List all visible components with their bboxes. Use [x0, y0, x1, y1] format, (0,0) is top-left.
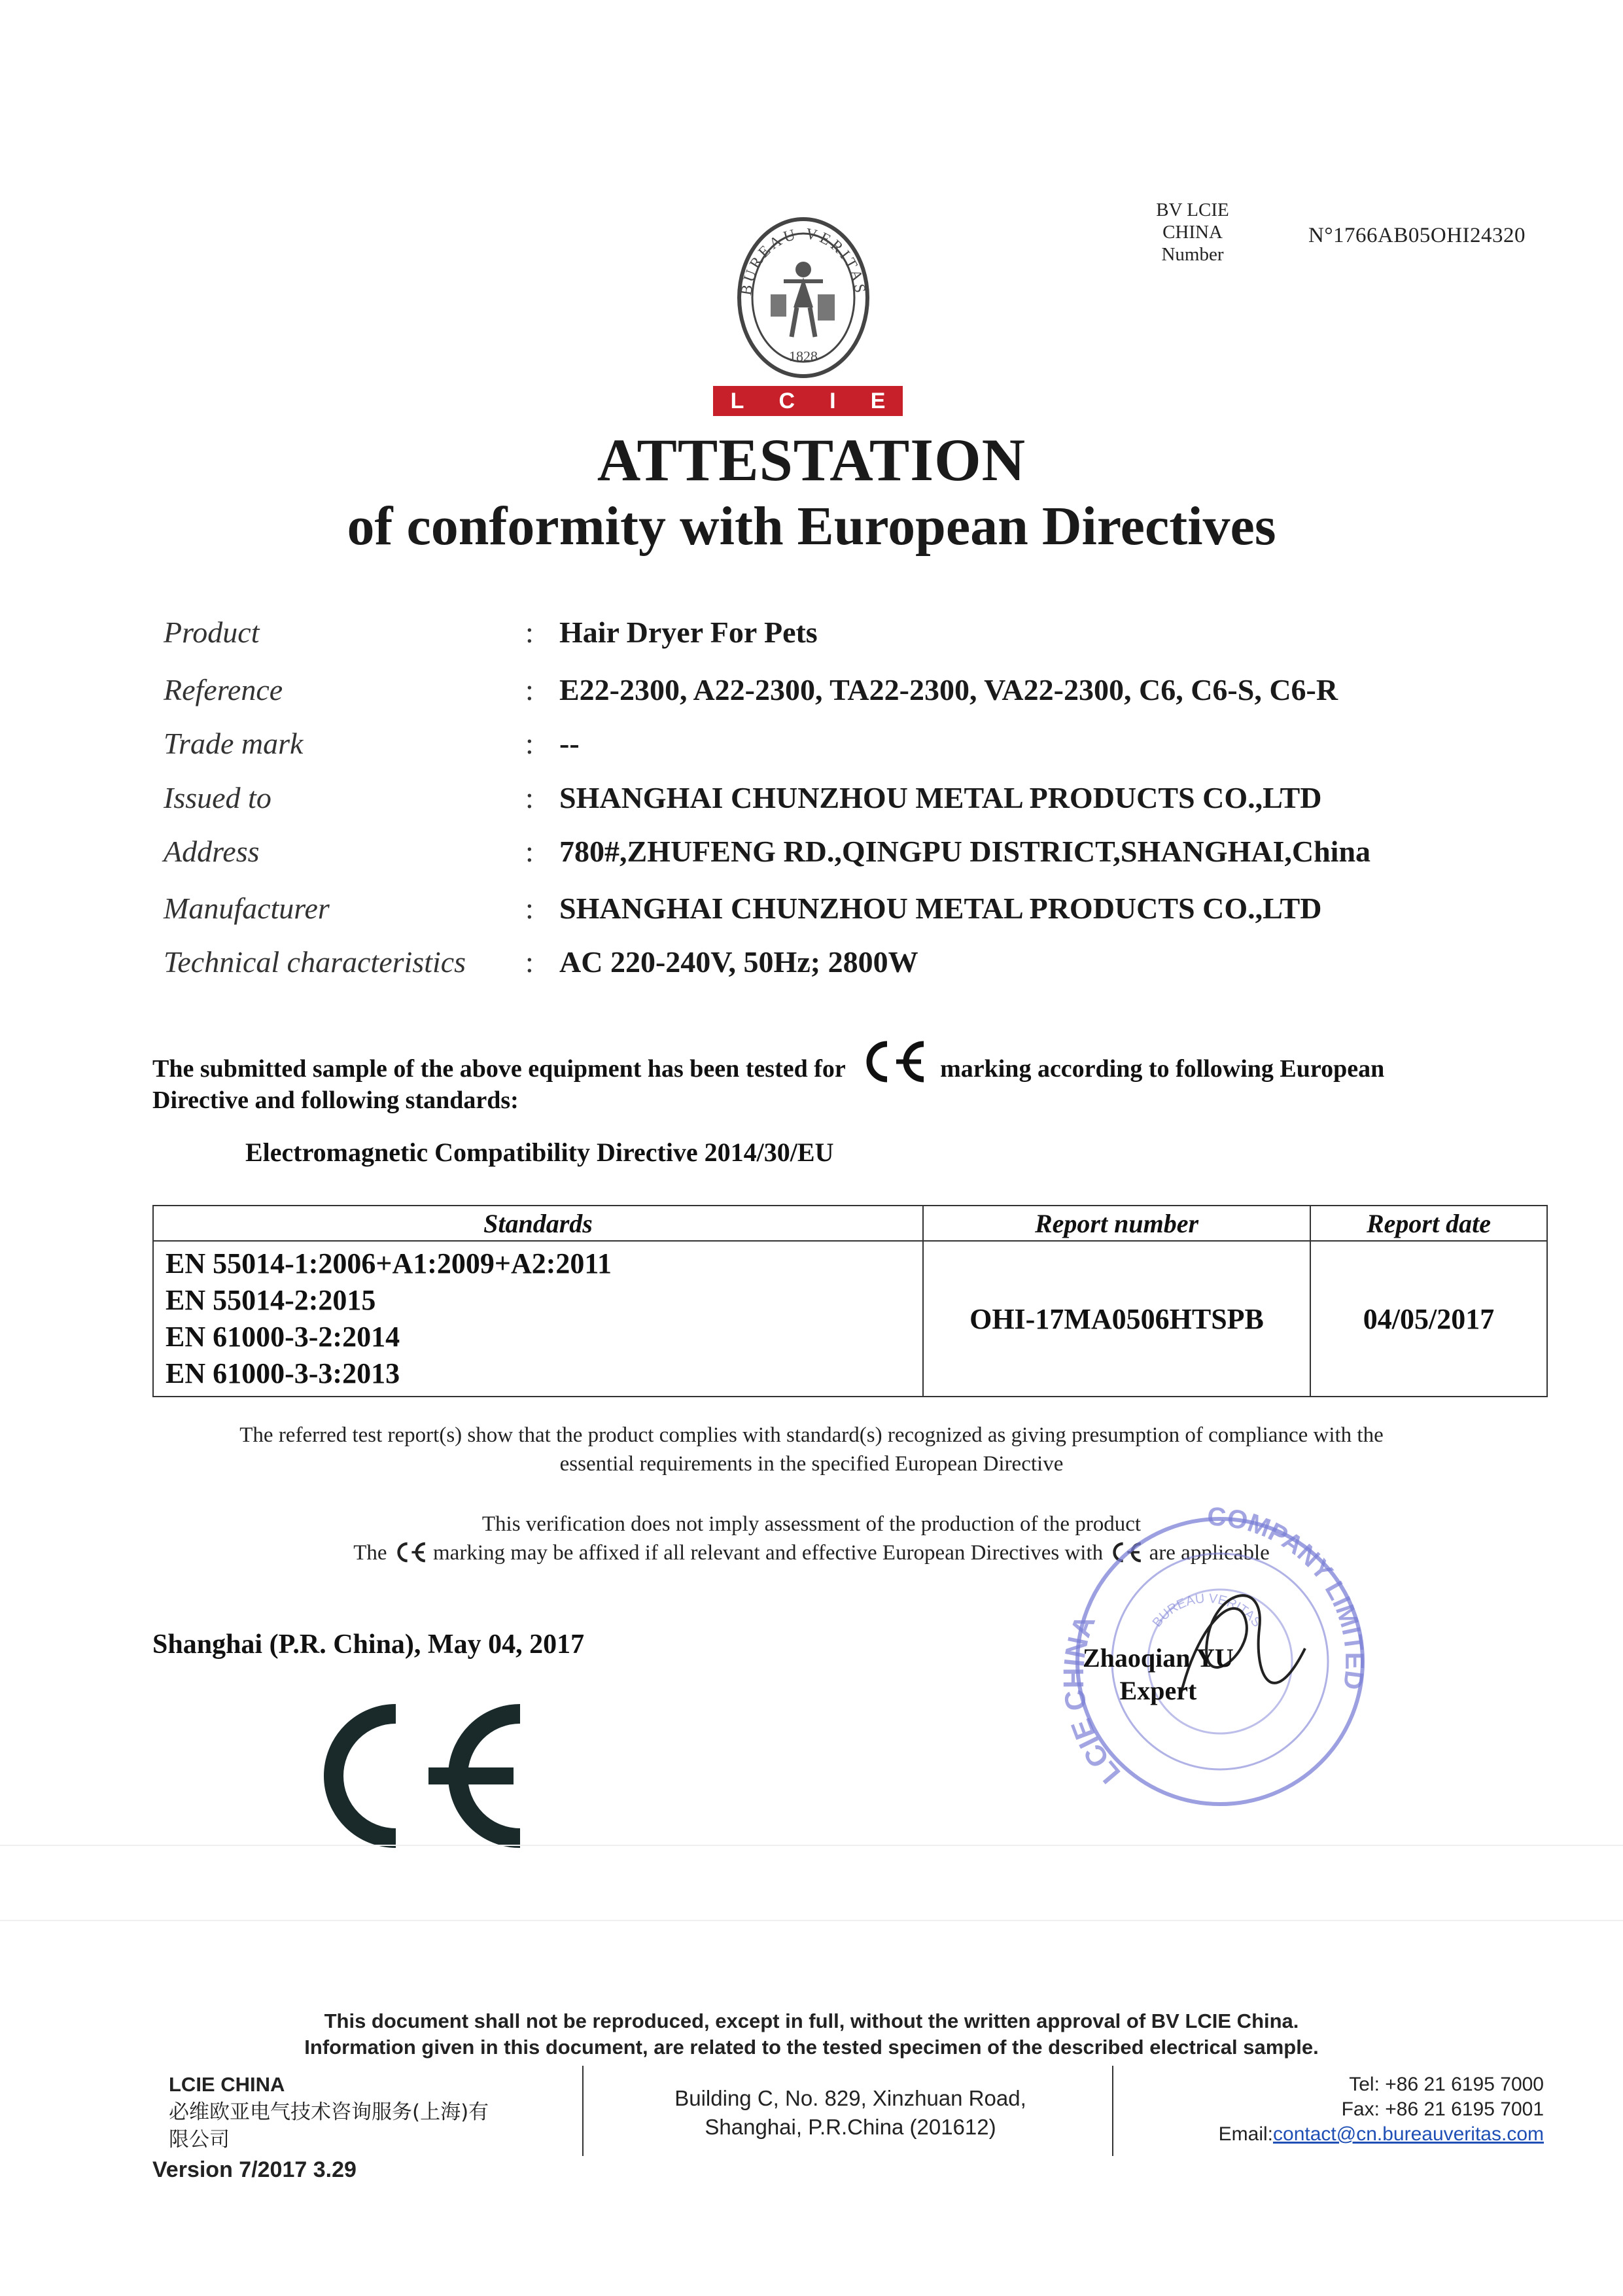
document-title: ATTESTATION — [597, 426, 1026, 493]
svg-text:BUREAU VERITAS: BUREAU VERITAS — [1149, 1591, 1265, 1630]
intro-text: marking according to following European — [940, 1055, 1385, 1083]
column-header-standards: Standards — [153, 1206, 923, 1241]
verification-note — [0, 1510, 1623, 1567]
field-value: AC 220-240V, 50Hz; 2800W — [559, 945, 918, 979]
standard-item: EN 55014-1:2006+A1:2009+A2:2011 — [166, 1247, 612, 1279]
field-trade-mark — [0, 726, 1623, 772]
note-text: are applicable — [1149, 1541, 1270, 1565]
company-name-en: LCIE CHINA — [169, 2073, 285, 2096]
field-colon: : — [525, 781, 534, 814]
field-technical-characteristics — [0, 945, 1623, 990]
field-value: Hair Dryer For Pets — [559, 616, 818, 649]
field-label: Address — [164, 835, 260, 868]
directive-title: Electromagnetic Compatibility Directive 2014/30/EU — [245, 1138, 834, 1167]
footer-address — [589, 2084, 1112, 2142]
field-product — [0, 615, 1623, 661]
note-line: essential requirements in the specified European Directive — [559, 1452, 1064, 1476]
field-colon: : — [525, 673, 534, 706]
footer-divider — [582, 2066, 584, 2156]
field-label: Issued to — [164, 781, 271, 814]
field-label: Reference — [164, 673, 283, 706]
footer-company — [169, 2071, 561, 2153]
svg-text:LCIE CHINA: LCIE CHINA — [1057, 1610, 1127, 1790]
signatory-title: Expert — [1119, 1676, 1197, 1705]
field-colon: : — [525, 892, 534, 925]
footer-notice — [0, 2008, 1623, 2061]
field-value: SHANGHAI CHUNZHOU METAL PRODUCTS CO.,LTD — [559, 892, 1322, 925]
ce-mark-icon — [857, 1039, 929, 1085]
standard-item: EN 61000-3-2:2014 — [166, 1321, 400, 1353]
field-colon: : — [525, 945, 534, 979]
field-label: Trade mark — [164, 727, 304, 760]
lcie-logo-bar — [713, 386, 903, 416]
intro-text: Directive and following standards: — [152, 1087, 519, 1114]
lcie-letter: C — [778, 388, 795, 413]
company-name-cn: 限公司 — [169, 2128, 230, 2151]
ce-mark-icon — [393, 1541, 428, 1563]
note-text: The — [353, 1541, 387, 1565]
fax-number: Fax: +86 21 6195 7001 — [1341, 2098, 1544, 2120]
svg-text:BUREAU VERITAS: BUREAU VERITAS — [738, 225, 869, 297]
bv-label-line: Number — [1161, 244, 1224, 265]
phone-number: Tel: +86 21 6195 7000 — [1349, 2074, 1544, 2095]
bv-label-line: BV LCIE — [1156, 200, 1229, 220]
company-name-cn: 必维欧亚电气技术咨询服务(上海)有 — [169, 2100, 489, 2124]
footer-notice-line: This document shall not be reproduced, except in full, without the written approval of BV LCIE China. — [324, 2009, 1299, 2032]
lcie-letter: I — [829, 388, 836, 413]
email-label: Email: — [1218, 2123, 1274, 2145]
email-line — [1132, 2122, 1544, 2147]
note-line: This verification does not imply assessment of the production of the product — [481, 1512, 1142, 1536]
place-and-date: Shanghai (P.R. China), May 04, 2017 — [152, 1629, 585, 1660]
field-issued-to — [0, 780, 1623, 826]
note-line: The referred test report(s) show that the product complies with standard(s) recognized as giving presumption of compliance with the — [239, 1423, 1384, 1447]
email-link[interactable]: contact@cn.bureauveritas.com — [1273, 2123, 1544, 2145]
field-value: SHANGHAI CHUNZHOU METAL PRODUCTS CO.,LTD — [559, 781, 1322, 814]
signatory-block — [1083, 1642, 1234, 1707]
bv-label-line: CHINA — [1162, 222, 1223, 243]
field-reference — [0, 672, 1623, 718]
field-label: Product — [164, 616, 260, 649]
field-colon: : — [525, 727, 534, 760]
svg-text:COMPANY LIMITED: COMPANY LIMITED — [1206, 1502, 1369, 1692]
intro-paragraph — [152, 1039, 1474, 1116]
field-label: Manufacturer — [164, 892, 330, 925]
bureau-veritas-seal-logo — [731, 209, 875, 381]
field-colon: : — [525, 616, 534, 649]
column-header-report-number: Report number — [923, 1206, 1310, 1241]
field-manufacturer — [0, 891, 1623, 937]
field-value: 780#,ZHUFENG RD.,QINGPU DISTRICT,SHANGHAI,China — [559, 835, 1371, 868]
scan-line-divider — [0, 1920, 1623, 1921]
intro-text: The submitted sample of the above equipment has been tested for — [152, 1055, 846, 1083]
svg-text:1828: 1828 — [789, 348, 818, 364]
ce-mark-large-icon — [298, 1694, 527, 1858]
standards-table — [152, 1205, 1548, 1397]
standard-item: EN 61000-3-3:2013 — [166, 1357, 400, 1389]
document-subtitle: of conformity with European Directives — [347, 496, 1276, 557]
footer-divider — [1112, 2066, 1113, 2156]
lcie-letter: E — [870, 388, 886, 413]
field-label: Technical characteristics — [164, 945, 466, 979]
certificate-number: N°1766AB05OHI24320 — [1308, 224, 1526, 247]
standard-item: EN 55014-2:2015 — [166, 1284, 376, 1316]
scan-line-divider — [0, 1845, 1623, 1846]
table-row — [153, 1241, 1547, 1397]
field-colon: : — [525, 835, 534, 868]
field-address — [0, 834, 1623, 880]
field-value: -- — [559, 727, 580, 760]
lcie-letter: L — [730, 388, 744, 413]
report-date-cell: 04/05/2017 — [1310, 1241, 1547, 1397]
bv-number-label — [1150, 199, 1235, 266]
standards-cell — [153, 1241, 923, 1397]
table-header-row — [153, 1206, 1547, 1241]
version-label: Version 7/2017 3.29 — [152, 2157, 357, 2182]
note-text: marking may be affixed if all relevant and effective European Directives with — [433, 1541, 1104, 1565]
field-value: E22-2300, A22-2300, TA22-2300, VA22-2300, C6, C6-S, C6-R — [559, 673, 1338, 706]
report-number-cell: OHI-17MA0506HTSPB — [923, 1241, 1310, 1397]
column-header-report-date: Report date — [1310, 1206, 1547, 1241]
compliance-note — [0, 1421, 1623, 1478]
address-line: Shanghai, P.R.China (201612) — [705, 2115, 996, 2139]
address-line: Building C, No. 829, Xinzhuan Road, — [674, 2086, 1026, 2110]
footer-notice-line: Information given in this document, are related to the tested specimen of the described electrical sample. — [304, 2036, 1319, 2059]
signatory-name: Zhaoqian YU — [1083, 1643, 1234, 1673]
note-line — [0, 1539, 1623, 1567]
footer-contact — [1132, 2072, 1544, 2147]
